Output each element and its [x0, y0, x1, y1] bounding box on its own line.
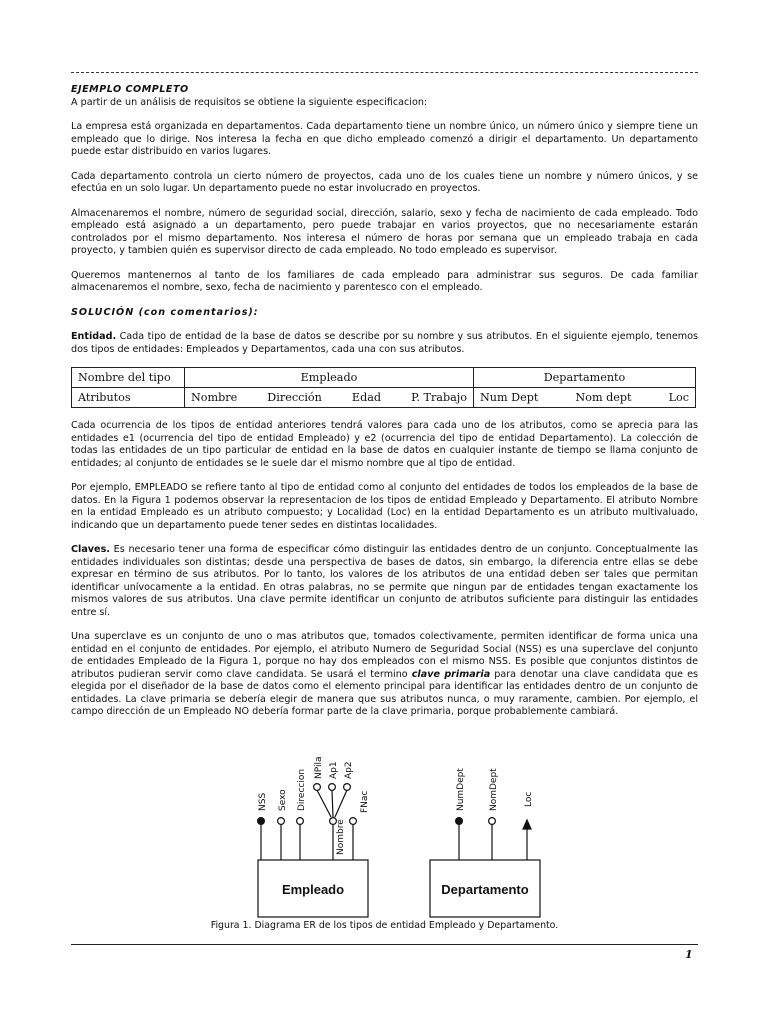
- nss-attr-label: NSS: [258, 792, 268, 811]
- emp-attr: Edad: [351, 391, 382, 404]
- npila-attr-line: [317, 790, 331, 817]
- table-cell-departamento: Departamento: [474, 368, 696, 388]
- table-cell-atributos: Atributos: [72, 388, 185, 408]
- entidad-text: Cada tipo de entidad de la base de datos se describe por su nombre y sus atributos. En el siguiente ejemplo, tenemos dos tipos de entidades: Empleados y Departamentos, cada una con sus atributos.: [71, 331, 698, 355]
- direccion-attr-marker: [297, 818, 304, 825]
- npila-attr-label: NPila: [314, 756, 324, 779]
- ap2-attr-marker: [344, 784, 351, 791]
- table-cell-emp-attrs: [185, 388, 474, 408]
- page-number: 1: [685, 948, 693, 961]
- table-row: [72, 368, 696, 388]
- ap1-attr-label: Ap1: [329, 761, 339, 779]
- table-cell-empleado: Empleado: [185, 368, 474, 388]
- nomdept-attr-marker: [489, 818, 496, 825]
- claves-text: Es necesario tener una forma de especificar cómo distinguir las entidades dentro de un conjunto. Conceptualmente las entidades individuales son distintas; desde una perspectiva de bases de datos, sin embargo, la diferencia entre ellas se debe expresar en término de sus atributos. Por lo tanto, los valores de los atributos de una entidad deben ser tales que permitan identificar unívocamente a la entidad. En otras palabras, no se permite que ningun par de entidades tengan exactamente los mismos valores de sus atributos. Una clave permite identificar un conjunto de atributos suficiente para distinguir las entidades entre sí.: [71, 544, 698, 618]
- nomdept-attr-label: NomDept: [489, 768, 499, 811]
- entidad-label: Entidad.: [71, 331, 117, 342]
- npila-attr-marker: [314, 784, 321, 791]
- top-dashed-rule: [71, 72, 698, 73]
- figure-caption: Figura 1. Diagrama ER de los tipos de entidad Empleado y Departamento.: [210, 920, 559, 931]
- paragraph-4: Queremos mantenernos al tanto de los familiares de cada empleado para administrar sus seguros. De cada familiar almacenaremos el nombre, sexo, fecha de nacimiento y parentesco con el empleado.: [71, 269, 698, 293]
- sexo-attr-marker: [278, 818, 285, 825]
- dep-attr: Loc: [668, 391, 689, 404]
- dep-attr: Nom dept: [575, 391, 632, 404]
- paragraph-1: La empresa está organizada en departamentos. Cada departamento tiene un nombre único, un número único y siempre tiene un empleado que lo dirige. Nos interesa la fecha en que dicho empleado comenzó a dirigir el departamento. Un departamento puede estar distribuido en varios lugares.: [71, 121, 698, 157]
- nombre-attr-label: Nombre: [336, 819, 346, 855]
- loc-multivalued-arrow: [523, 820, 531, 829]
- emp-attr: P. Trabajo: [411, 391, 467, 404]
- ap1-attr-line: [332, 790, 333, 817]
- ap2-attr-label: Ap2: [344, 761, 354, 779]
- superclave-paragraph: [71, 631, 698, 719]
- bottom-rule: [71, 944, 698, 945]
- entity-table: [71, 367, 696, 408]
- paragraph-6: Por ejemplo, EMPLEADO se refiere tanto al tipo de entidad como al conjunto del entidades de todos los empleados de la base de datos. En la Figura 1 podemos observar la representacion de los tipos de entidad Empleado y Departamento. El atributo Nombre en la entidad Empleado es un atributo compuesto; y Localidad (Loc) en la entidad Departamento es un atributo multivaluado, indicando que un departamento puede tener sedes en distintas localidades.: [71, 482, 698, 531]
- superclave-text-a: Una superclave es un conjunto de uno o mas atributos que, tomados colectivamente, permiten identificar de forma unica una entidad en el conjunto de entidades. Por ejemplo, el atributo Numero de Seguridad Social (NSS) es una superclave del conjunto de entidades Empleado de la Figura 1, porque no hay dos empleados con el mismo NSS. Es posible que conjuntos distintos de atributos pudieran servir como clave candidata. Se usará el termino: [71, 631, 698, 680]
- er-diagram: [71, 755, 698, 935]
- loc-attr-label: Loc: [524, 791, 534, 807]
- claves-paragraph: [71, 544, 698, 619]
- fnac-attr-label: FNac: [360, 790, 370, 813]
- paragraph-3: Almacenaremos el nombre, número de seguridad social, dirección, salario, sexo y fecha de nacimiento de cada empleado. Todo empleado está asignado a un departamento, pero puede trabajar en varios proyectos, que no necesariamente estarán controlados por el mismo departamento. Nos interesa el número de horas por semana que un empleado trabaja en cada proyecto, y tambien quién es supervisor directo de cada empleado. No todo empleado es supervisor.: [71, 207, 698, 256]
- table-row: [72, 388, 696, 408]
- numdept-key-marker: [456, 818, 463, 825]
- nss-key-marker: [258, 818, 265, 825]
- ap2-attr-line: [335, 790, 347, 817]
- entidad-paragraph: [71, 331, 698, 356]
- fnac-attr-marker: [350, 818, 357, 825]
- intro-text: A partir de un análisis de requisitos se obtiene la siguiente especificacion:: [71, 96, 428, 108]
- emp-attr: Dirección: [267, 391, 322, 404]
- table-cell-label: Nombre del tipo: [72, 368, 185, 388]
- claves-label: Claves.: [71, 544, 110, 555]
- table-cell-dep-attrs: [474, 388, 696, 408]
- direccion-attr-label: Direccion: [297, 768, 307, 811]
- superclave-text-b: para denotar una clave candidata que es elegida por el diseñador de la base de datos como el elemento principal para identificar las entidades dentro de un conjunto de entidades. La clave primaria se debería elegir de manera que sus atributos nunca, o muy raramente, cambien. Por ejemplo, el campo dirección de un Empleado NO debería formar parte de la clave primaria, porque probablemente cambiará.: [71, 668, 698, 717]
- paragraph-5: Cada ocurrencia de los tipos de entidad anteriores tendrá valores para cada uno de los atributos, como se aprecia para las entidades e1 (ocurrencia del tipo de entidad Empleado) y e2 (ocurrencia del tipo de entidad Departamento). La colección de todas las entidades de un tipo particular de entidad en la base de datos en cualquier instante de tiempo se llama conjunto de entidades; al conjunto de entidades se le suele dar el mismo nombre que al tipo de entidad.: [71, 420, 698, 469]
- emp-attr: Nombre: [191, 391, 238, 404]
- document-body: [71, 84, 698, 719]
- sexo-attr-label: Sexo: [278, 789, 288, 811]
- departamento-label: Departamento: [441, 882, 529, 897]
- section-heading: EJEMPLO COMPLETO: [71, 84, 189, 95]
- paragraph-2: Cada departamento controla un cierto número de proyectos, cada uno de los cuales tiene un nombre y número únicos, y se efectúa en un solo lugar. Un departamento puede no estar involucrado en proyectos.: [71, 170, 698, 194]
- clave-primaria-term: clave primaria: [411, 668, 491, 680]
- empleado-label: Empleado: [281, 882, 345, 897]
- ap1-attr-marker: [329, 784, 336, 791]
- dep-attr: Num Dept: [480, 391, 539, 404]
- numdept-attr-label: NumDept: [456, 768, 466, 811]
- solution-heading: SOLUCIÓN (con comentarios):: [71, 306, 259, 318]
